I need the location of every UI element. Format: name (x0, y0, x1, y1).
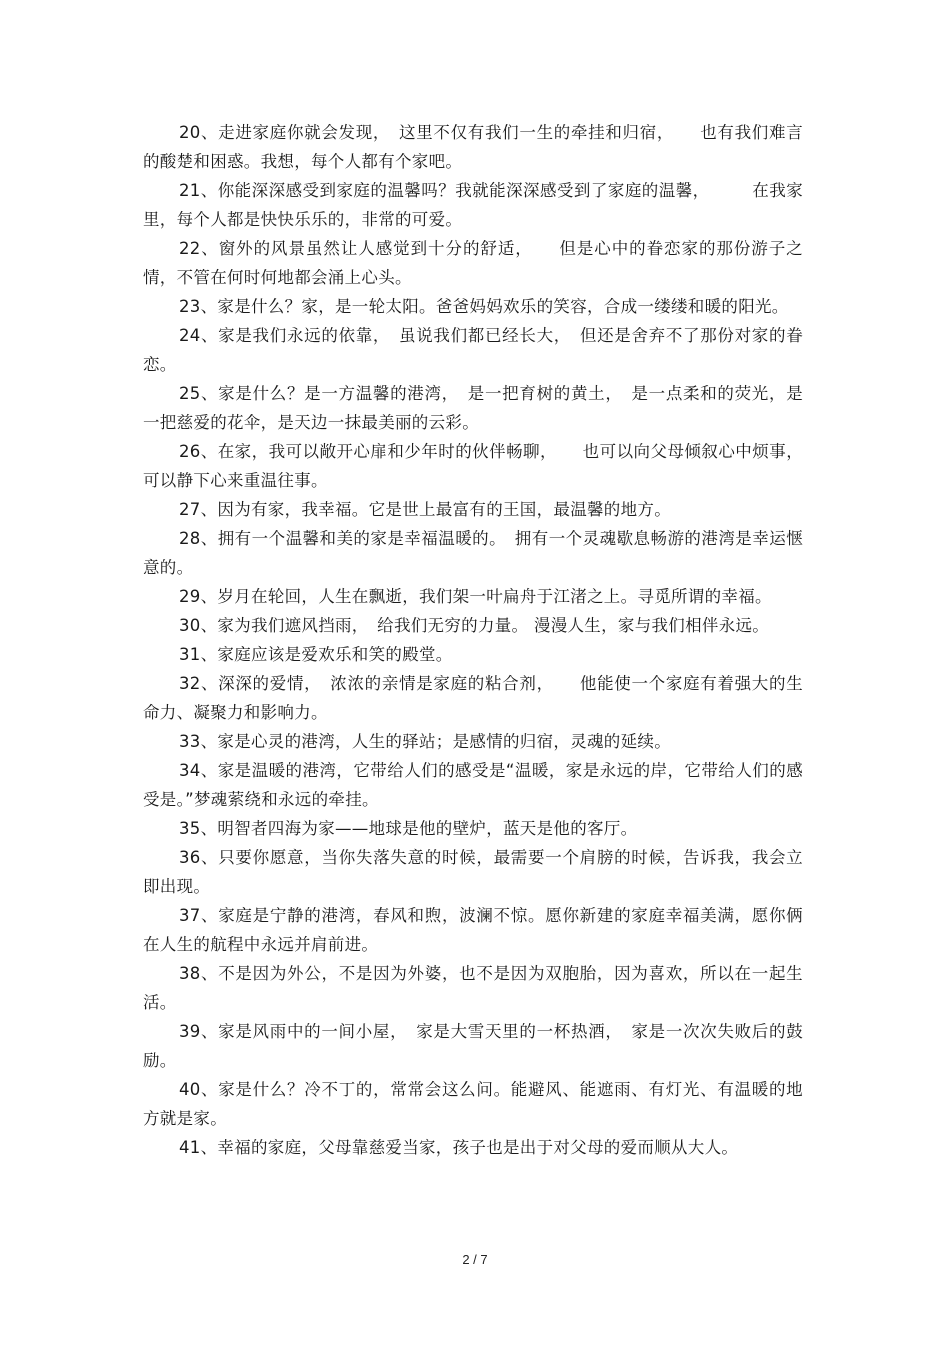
paragraph-35: 35、明智者四海为家——地球是他的壁炉，蓝天是他的客厅。 (179, 819, 638, 838)
paragraph-29: 29、岁月在轮回，人生在飘逝，我们架一叶扁舟于江渚之上。寻觅所谓的幸福。 (179, 587, 772, 606)
document-body (143, 118, 803, 1162)
paragraph-31: 31、家庭应该是爱欢乐和笑的殿堂。 (179, 645, 453, 664)
paragraph-22: 22、窗外的风景虽然让人感觉到十分的舒适， 但是心中的眷恋家的那份游子之情，不管在何时何地都会涌上心头。 (143, 239, 803, 287)
paragraph-32: 32、深深的爱情， 浓浓的亲情是家庭的粘合剂， 他能使一个家庭有着强大的生命力、凝聚力和影响力。 (143, 674, 803, 722)
paragraph-28: 28、拥有一个温馨和美的家是幸福温暖的。 拥有一个灵魂歇息畅游的港湾是幸运惬意的。 (143, 529, 803, 577)
paragraph-21: 21、你能深深感受到家庭的温馨吗？我就能深深感受到了家庭的温馨， 在我家里，每个人都是快快乐乐的，非常的可爱。 (143, 181, 803, 229)
paragraph-23: 23、家是什么？家，是一轮太阳。爸爸妈妈欢乐的笑容，合成一缕缕和暖的阳光。 (179, 297, 789, 316)
paragraph-41: 41、幸福的家庭，父母靠慈爱当家，孩子也是出于对父母的爱而顺从大人。 (179, 1138, 739, 1157)
paragraph-36: 36、只要你愿意，当你失落失意的时候，最需要一个肩膀的时候，告诉我，我会立即出现。 (143, 848, 803, 896)
paragraph-39: 39、家是风雨中的一间小屋， 家是大雪天里的一杯热酒， 家是一次次失败后的鼓励。 (143, 1022, 803, 1070)
paragraph-40: 40、家是什么？冷不丁的，常常会这么问。能避风、能遮雨、有灯光、有温暖的地方就是家。 (143, 1080, 803, 1128)
paragraph-33: 33、家是心灵的港湾，人生的驿站；是感情的归宿，灵魂的延续。 (179, 732, 671, 751)
paragraph-27: 27、因为有家，我幸福。它是世上最富有的王国，最温馨的地方。 (179, 500, 671, 519)
paragraph-37: 37、家庭是宁静的港湾，春风和煦，波澜不惊。愿你新建的家庭幸福美满，愿你俩在人生的航程中永远并肩前进。 (143, 906, 803, 954)
paragraph-24: 24、家是我们永远的依靠， 虽说我们都已经长大， 但还是舍弃不了那份对家的眷恋。 (143, 326, 803, 374)
page-number: 2 / 7 (462, 1252, 488, 1267)
paragraph-30: 30、家为我们遮风挡雨， 给我们无穷的力量。 漫漫人生，家与我们相伴永远。 (179, 616, 770, 635)
paragraph-20: 20、走进家庭你就会发现， 这里不仅有我们一生的牵挂和归宿， 也有我们难言的酸楚和困惑。我想，每个人都有个家吧。 (143, 123, 803, 171)
paragraph-25: 25、家是什么？是一方温馨的港湾， 是一把育树的黄土， 是一点柔和的荧光，是一把慈爱的花伞，是天边一抹最美丽的云彩。 (143, 384, 803, 432)
paragraph-38: 38、不是因为外公，不是因为外婆，也不是因为双胞胎，因为喜欢，所以在一起生活。 (143, 964, 803, 1012)
paragraph-26: 26、在家，我可以敞开心扉和少年时的伙伴畅聊， 也可以向父母倾叙心中烦事，可以静下心来重温往事。 (143, 442, 803, 490)
paragraph-34: 34、家是温暖的港湾，它带给人们的感受是“温暖，家是永远的岸，它带给人们的感受是。”梦魂萦绕和永远的牵挂。 (143, 761, 803, 809)
